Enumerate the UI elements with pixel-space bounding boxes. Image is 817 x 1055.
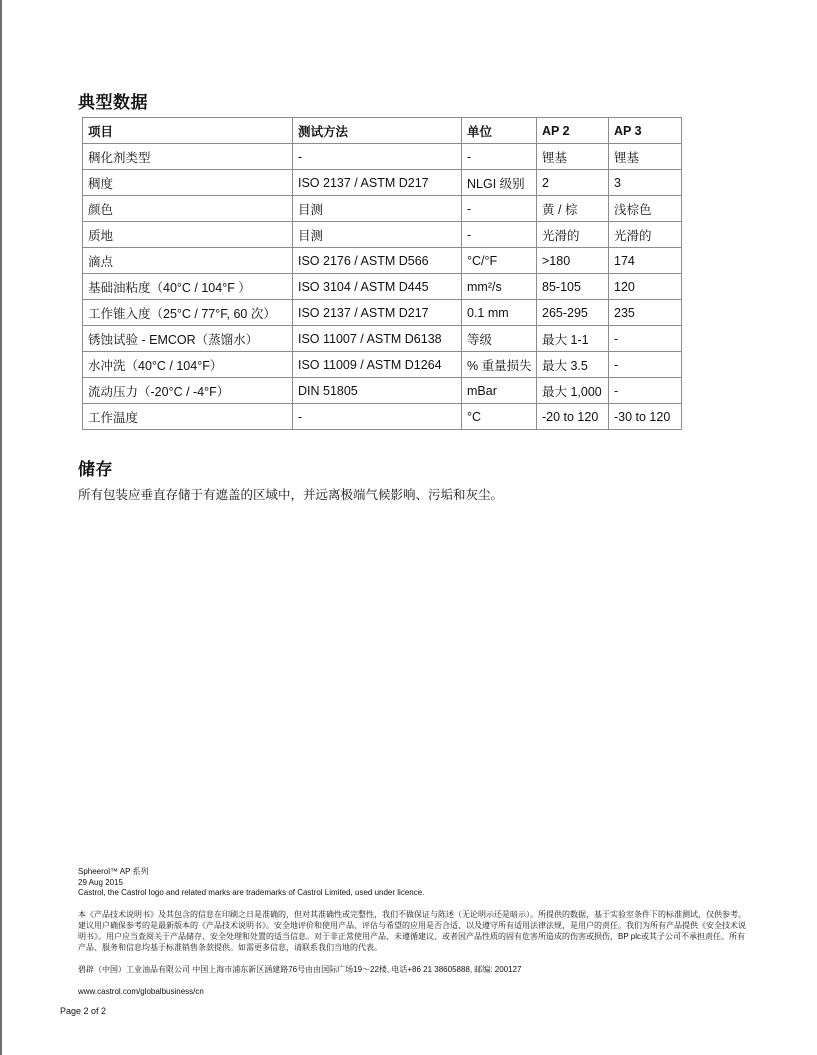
storage-text: 所有包装应垂直存储于有遮盖的区域中，并远离极端气候影响、污垢和灰尘。 [78, 488, 504, 502]
cell-unit: NLGI 级别 [462, 170, 537, 196]
header-ap2: AP 2 [537, 118, 609, 144]
cell-ap2: 最大 1-1 [537, 326, 609, 352]
cell-unit: °C [462, 404, 537, 430]
cell-unit: 0.1 mm [462, 300, 537, 326]
typical-data-table [82, 117, 682, 430]
header-item: 项目 [83, 118, 293, 144]
footer-address: 碧辟（中国）工业油品有限公司 中国上海市浦东新区涵建路76号由由国际广场19～22楼, 电话+86 21 38605888, 邮编: 200127 [78, 965, 522, 974]
table-row [83, 222, 682, 248]
cell-test-method: ISO 11007 / ASTM D6138 [293, 326, 462, 352]
table-row [83, 144, 682, 170]
cell-ap3: 浅棕色 [609, 196, 682, 222]
table-row [83, 404, 682, 430]
table-body [83, 144, 682, 430]
cell-ap2: 最大 1,000 [537, 378, 609, 404]
cell-item: 锈蚀试验 - EMCOR（蒸馏水） [83, 326, 293, 352]
cell-ap3: 120 [609, 274, 682, 300]
table-row [83, 352, 682, 378]
cell-ap3: - [609, 326, 682, 352]
cell-ap3: 174 [609, 248, 682, 274]
cell-ap2: -20 to 120 [537, 404, 609, 430]
cell-unit: mBar [462, 378, 537, 404]
cell-unit: - [462, 222, 537, 248]
cell-ap3: 锂基 [609, 144, 682, 170]
typical-data-heading: 典型数据 [78, 93, 148, 112]
table-row [83, 274, 682, 300]
cell-ap2: 265-295 [537, 300, 609, 326]
cell-ap3: - [609, 378, 682, 404]
cell-test-method: ISO 2137 / ASTM D217 [293, 170, 462, 196]
header-unit: 单位 [462, 118, 537, 144]
table-row [83, 196, 682, 222]
cell-item: 工作锥入度（25°C / 77°F, 60 次） [83, 300, 293, 326]
cell-ap3: - [609, 352, 682, 378]
footer-product-name: Spheerol™ AP 系列 [78, 867, 149, 876]
cell-ap3: 3 [609, 170, 682, 196]
cell-item: 水冲洗（40°C / 104°F） [83, 352, 293, 378]
cell-test-method: DIN 51805 [293, 378, 462, 404]
footer-disclaimer: 本《产品技术说明书》及其包含的信息在印刷之日是准确的，但对其准确性或完整性，我们不做保证与陈述（无论明示还是暗示）。所提供的数据，基于实验室条件下的标准测试，仅供参考。建议用户确保参考的是最新版本的《产品技术说明书》。安全地评价和使用产品、评估与希望的应用是否合适、以及遵守所有适用法律法规，是用户的责任。我们为所有产品提供《安全技术说明书》。用户应当查阅关于产品储存、安全处理和处置的适当信息。对于非正常使用产品、未遵循建议、或者因产品性质的固有危害所造成的伤害或损伤，BP plc或其子公司不承担责任。所有产品、服务和信息均基于标准销售条款提供。如需更多信息，请联系我们当地的代表。 [78, 910, 746, 952]
page-number: Page 2 of 2 [60, 1006, 107, 1016]
cell-item: 稠化剂类型 [83, 144, 293, 170]
cell-test-method: ISO 3104 / ASTM D445 [293, 274, 462, 300]
table-row [83, 326, 682, 352]
header-test-method: 测试方法 [293, 118, 462, 144]
cell-ap3: -30 to 120 [609, 404, 682, 430]
cell-ap2: 2 [537, 170, 609, 196]
cell-test-method: - [293, 144, 462, 170]
footer-trademark: Castrol, the Castrol logo and related marks are trademarks of Castrol Limited, used under licence. [78, 888, 425, 897]
cell-test-method: ISO 11009 / ASTM D1264 [293, 352, 462, 378]
cell-unit: mm²/s [462, 274, 537, 300]
footer-date: 29 Aug 2015 [78, 878, 123, 887]
cell-ap2: 锂基 [537, 144, 609, 170]
cell-unit: °C/°F [462, 248, 537, 274]
cell-test-method: ISO 2137 / ASTM D217 [293, 300, 462, 326]
cell-ap2: >180 [537, 248, 609, 274]
cell-test-method: ISO 2176 / ASTM D566 [293, 248, 462, 274]
cell-item: 流动压力（-20°C / -4°F） [83, 378, 293, 404]
cell-test-method: - [293, 404, 462, 430]
header-ap3: AP 3 [609, 118, 682, 144]
cell-ap2: 黄 / 棕 [537, 196, 609, 222]
cell-item: 滴点 [83, 248, 293, 274]
cell-test-method: 目测 [293, 222, 462, 248]
cell-ap3: 235 [609, 300, 682, 326]
table-row [83, 248, 682, 274]
table-row [83, 378, 682, 404]
cell-unit: 等级 [462, 326, 537, 352]
cell-ap2: 85-105 [537, 274, 609, 300]
footer-url[interactable]: www.castrol.com/globalbusiness/cn [78, 987, 204, 996]
table-row [83, 300, 682, 326]
cell-item: 基础油粘度（40°C / 104°F ） [83, 274, 293, 300]
cell-ap3: 光滑的 [609, 222, 682, 248]
cell-ap2: 最大 3.5 [537, 352, 609, 378]
cell-item: 颜色 [83, 196, 293, 222]
cell-ap2: 光滑的 [537, 222, 609, 248]
cell-unit: - [462, 144, 537, 170]
storage-heading: 储存 [78, 460, 113, 479]
page-left-border [0, 0, 2, 1055]
cell-unit: - [462, 196, 537, 222]
cell-item: 质地 [83, 222, 293, 248]
cell-item: 稠度 [83, 170, 293, 196]
table-header-row [83, 118, 682, 144]
cell-test-method: 目测 [293, 196, 462, 222]
table-row [83, 170, 682, 196]
cell-unit: % 重量损失 [462, 352, 537, 378]
cell-item: 工作温度 [83, 404, 293, 430]
